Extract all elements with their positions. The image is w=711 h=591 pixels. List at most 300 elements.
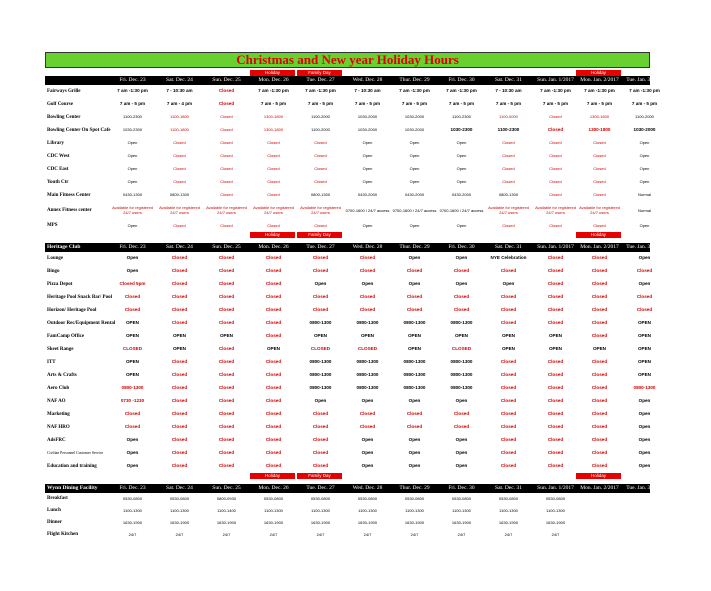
table-row [45, 493, 650, 505]
cell: Open [361, 398, 374, 404]
cell: 1100-2300 [497, 127, 520, 133]
cell: Open [361, 463, 374, 469]
cell: 24/7 [316, 531, 325, 537]
cell: Closed [593, 222, 606, 228]
cell: Open [455, 398, 468, 404]
cell: Closed [359, 411, 376, 417]
cell: Open [456, 166, 467, 172]
table-row [45, 265, 653, 278]
cell: Closed [547, 320, 564, 326]
cell: OPEN [360, 333, 375, 339]
cell: Closed [591, 320, 608, 326]
row-label: Horizon/ Heritage Pool [47, 307, 97, 313]
cell: 24/7 [128, 531, 137, 537]
cell: 1100-1300 [358, 507, 377, 513]
cell: Closed [547, 385, 564, 391]
cell: Open [126, 268, 139, 274]
cell: 0800-1300 [356, 385, 379, 391]
cell: Open [638, 398, 651, 404]
cell: Closed [265, 372, 282, 378]
cell: Open [638, 255, 651, 261]
cell: Closed [547, 281, 564, 287]
cell: OPEN [637, 372, 652, 378]
cell: 1030-2300 [450, 127, 473, 133]
cell: Open [408, 463, 421, 469]
cell: OPEN [548, 346, 563, 352]
cell: 0800-1300 [356, 320, 379, 326]
row-label: Flight Kitchen [47, 532, 78, 538]
page-title: Christmas and New year Holiday Hours [45, 52, 650, 68]
cell: OPEN [501, 346, 516, 352]
cell: Closed [500, 411, 517, 417]
cell: Closed [359, 294, 376, 300]
cell: Closed [502, 153, 515, 159]
cell: Closed [314, 179, 327, 185]
cell: Closed [453, 294, 470, 300]
cell: 1630-1900 [404, 519, 425, 525]
cell [576, 505, 623, 517]
row-label: Dinner [47, 520, 62, 526]
row-label: Arts & Crafts [47, 372, 77, 378]
row-label: Marketing [47, 411, 70, 417]
cell: Closed [502, 179, 515, 185]
cell: 1100-1300 [123, 507, 142, 513]
day-header: Thur. Dec. 29 [399, 77, 430, 83]
cell: Closed [220, 140, 233, 146]
table-row [45, 529, 650, 541]
cell: 1030-2000 [404, 114, 425, 120]
cell: Open [455, 437, 468, 443]
cell: Closed [265, 294, 282, 300]
cell [576, 493, 623, 505]
cell: Closed [502, 222, 515, 228]
holiday-tag: Holiday [576, 70, 621, 76]
cell: 0800-1300 [309, 385, 332, 391]
cell: OPEN [407, 333, 422, 339]
cell: Open [127, 222, 138, 228]
cell: 7 am - 4 pm [166, 101, 193, 107]
cell: Available for registered 24/7 users [112, 205, 153, 215]
cell: Closed [500, 398, 517, 404]
cell: 0530-0800 [357, 495, 378, 501]
cell: 0800-1300 [310, 192, 331, 198]
cell: Closed [265, 424, 282, 430]
table-row [45, 202, 650, 220]
cell: 7 am -1:30 pm [629, 88, 660, 94]
cell: Open [456, 222, 467, 228]
cell: Closed [500, 385, 517, 391]
cell: OPEN [501, 333, 516, 339]
cell: Available for registered 24/7 users [300, 205, 341, 215]
cell: Closed [549, 222, 562, 228]
cell: OPEN [637, 359, 652, 365]
day-header: Wed. Dec. 28 [352, 485, 383, 491]
table-row [45, 252, 650, 265]
cell: 1030-2000 [404, 127, 425, 133]
cell: 7 am - 5 pm [119, 101, 146, 107]
cell: Closed [171, 398, 188, 404]
cell: 1100-2000 [311, 127, 330, 133]
cell: Available for registered 24/7 users [253, 205, 294, 215]
cell: Closed [173, 222, 186, 228]
cell: Closed [591, 463, 608, 469]
cell: Closed [171, 411, 188, 417]
cell: Closed [547, 437, 564, 443]
cell: 1300-1800 [263, 114, 284, 120]
cell: 0530-0800 [263, 495, 284, 501]
row-label: Bowling Center On Spot Cafe [47, 127, 111, 133]
cell: Open [456, 153, 467, 159]
cell: Closed [314, 166, 327, 172]
cell: 0800-1300 [121, 385, 144, 391]
cell: Open [361, 450, 374, 456]
cell: Closed [636, 307, 653, 313]
cell: Open [126, 463, 139, 469]
day-header: Mon. Jan. 2/2017 [580, 77, 619, 83]
cell: Closed [500, 359, 517, 365]
cell: 0530-0800 [498, 495, 519, 501]
cell: Closed [591, 333, 608, 339]
row-label: CDC East [47, 166, 69, 172]
day-header: Mon. Dec. 26 [258, 244, 289, 250]
cell: Open [639, 140, 650, 146]
cell: Closed [218, 372, 235, 378]
row-label: Bingo [47, 268, 60, 274]
row-label: Outdoor Rec/Equipment Rental [47, 320, 116, 326]
cell: Open [314, 281, 327, 287]
cell: Open [409, 222, 420, 228]
cell: Closed [547, 450, 564, 456]
day-header: Tue. Dec. 27 [306, 485, 335, 491]
cell: Open [362, 179, 373, 185]
cell: Closed [547, 411, 564, 417]
cell: Closed [591, 359, 608, 365]
cell: 1630-1900 [451, 519, 472, 525]
day-header: Tue. Dec. 27 [306, 77, 335, 83]
cell: Closed [453, 424, 470, 430]
cell: Closed [218, 359, 235, 365]
cell: Open [362, 140, 373, 146]
cell: Closed [220, 166, 233, 172]
cell: Closed [547, 255, 564, 261]
cell: 0800-1300 [498, 192, 519, 198]
table-row [45, 356, 650, 369]
cell: 1100-1300 [311, 507, 330, 513]
cell: Closed [314, 222, 327, 228]
cell: Closed [220, 127, 233, 133]
row-label: Golf Course [47, 101, 73, 107]
cell: Open [455, 463, 468, 469]
cell: Open [126, 437, 139, 443]
cell: 1300-1800 [263, 127, 284, 133]
cell: 0800-1300 [169, 192, 190, 198]
day-header-row [45, 243, 663, 252]
cell: Open [455, 281, 468, 287]
cell: 0800-1300 [309, 359, 332, 365]
cell: Open [408, 398, 421, 404]
holiday-tag: Holiday [250, 232, 295, 238]
cell: Open [639, 222, 650, 228]
cell: Open [361, 437, 374, 443]
table-row [45, 278, 650, 291]
day-header: Tue. Dec. 27 [306, 244, 335, 250]
cell: OPEN [125, 372, 140, 378]
cell: Closed [173, 179, 186, 185]
cell: Closed [591, 372, 608, 378]
cell: 7 am - 5 pm [448, 101, 475, 107]
cell: 0800-1300 [450, 320, 473, 326]
row-label: FamCamp Office [47, 333, 85, 339]
cell: 7 am -1:30 pm [305, 88, 336, 94]
cell: 1030-2000 [357, 114, 378, 120]
table-row [45, 517, 650, 529]
cell: Open [362, 153, 373, 159]
cell: 1030-2000 [633, 127, 656, 133]
cell [621, 493, 668, 505]
table-row [45, 137, 650, 150]
table-row [45, 85, 660, 98]
day-header: Tue. Jan. 3/2017 [626, 244, 663, 250]
cell: 0800-1300 [633, 385, 656, 391]
cell: Closed [218, 281, 235, 287]
cell: Open [127, 179, 138, 185]
cell: 0800-1300 [403, 320, 426, 326]
cell: 0800-1300 [309, 372, 332, 378]
cell: Closed [171, 385, 188, 391]
cell: OPEN [125, 333, 140, 339]
cell: Closed [312, 307, 329, 313]
cell: Closed [359, 307, 376, 313]
cell: 1100-1400 [217, 507, 236, 513]
cell: Closed [171, 437, 188, 443]
cell: Closed [591, 437, 608, 443]
cell: Closed [265, 359, 282, 365]
cell: Closed [406, 424, 423, 430]
cell: Closed 5pm [119, 281, 146, 287]
cell: Closed [547, 424, 564, 430]
cell [621, 517, 668, 529]
cell: Closed [593, 166, 606, 172]
table-row [45, 189, 650, 202]
cell: Closed [312, 255, 329, 261]
cell: OPEN [548, 333, 563, 339]
day-header: Mon. Jan. 2/2017 [580, 485, 619, 491]
day-header: Sun. Dec. 25 [212, 77, 241, 83]
cell: Closed [591, 385, 608, 391]
cell: Closed [218, 255, 235, 261]
cell: OPEN [125, 320, 140, 326]
row-label: Youth Ctr [47, 179, 69, 185]
cell: Closed [171, 372, 188, 378]
cell: Closed [547, 463, 564, 469]
cell: Closed [547, 127, 564, 133]
cell: CLOSED [310, 346, 331, 352]
cell: Open [639, 153, 650, 159]
cell: 7 - 10:30 am [354, 88, 381, 94]
cell: 0430-2000 [357, 192, 378, 198]
cell: 0700-1600 / 24/7 access [345, 207, 390, 213]
cell: Closed [500, 437, 517, 443]
cell: Available for registered 24/7 users [206, 205, 247, 215]
day-header: Sat. Dec. 24 [166, 485, 193, 491]
cell: 24/7 [457, 531, 466, 537]
row-label: Skeet Range [47, 346, 74, 352]
day-header: Sun. Dec. 25 [212, 485, 241, 491]
day-header: Mon. Dec. 26 [258, 77, 289, 83]
cell: 1100-2300 [123, 114, 142, 120]
row-label: Main Fitness Center [47, 192, 91, 198]
table-row [45, 447, 650, 460]
cell: Closed [267, 179, 280, 185]
cell: Closed [265, 320, 282, 326]
cell: Open [362, 166, 373, 172]
cell: Closed [593, 192, 606, 198]
cell: Open [638, 450, 651, 456]
cell: Closed [502, 140, 515, 146]
day-header: Sun. Dec. 25 [212, 244, 241, 250]
cell: Closed [359, 268, 376, 274]
cell: Closed [312, 411, 329, 417]
cell: Closed [500, 268, 517, 274]
cell: 0800-1300 [356, 359, 379, 365]
cell: 1100-0000 [499, 114, 518, 120]
cell: 7 - 10:30 am [495, 88, 522, 94]
cell: Open [409, 153, 420, 159]
table-row [45, 317, 650, 330]
cell: 1100-1300 [546, 507, 565, 513]
cell: Closed [591, 281, 608, 287]
cell: Closed [547, 268, 564, 274]
cell: Closed [220, 222, 233, 228]
day-header: Sat. Dec. 31 [495, 244, 522, 250]
cell: Open [127, 140, 138, 146]
cell: 24/7 [363, 531, 372, 537]
cell: Closed [549, 140, 562, 146]
cell: Closed [591, 268, 608, 274]
cell: 0530-0800 [310, 495, 331, 501]
cell: 1030-2000 [357, 127, 378, 133]
cell: NYE Celebration [490, 255, 527, 261]
cell: Closed [220, 192, 233, 198]
holiday-band [45, 473, 650, 484]
row-label: Lounge [47, 255, 64, 261]
cell: 1630-1900 [310, 519, 331, 525]
cell: Open [361, 281, 374, 287]
cell [621, 529, 668, 541]
cell: 24/7 [410, 531, 419, 537]
cell: 7 am - 5 pm [586, 101, 613, 107]
day-header: Fri. Dec. 23 [119, 485, 146, 491]
cell: Closed [406, 294, 423, 300]
cell: Open [639, 179, 650, 185]
row-label: Pizza Depot [47, 281, 73, 287]
row-label: ITT [47, 359, 56, 365]
cell: Closed [591, 411, 608, 417]
cell: Open [409, 140, 420, 146]
cell: Closed [171, 307, 188, 313]
cell: CLOSED [357, 346, 378, 352]
day-header: Mon. Jan. 2/2017 [580, 244, 619, 250]
cell: 7 am - 5 pm [260, 101, 287, 107]
cell: 1100-1300 [499, 507, 518, 513]
cell: Closed [547, 372, 564, 378]
cell: Closed [265, 333, 282, 339]
cell: Closed [171, 320, 188, 326]
cell: Closed [314, 153, 327, 159]
day-header: Tue. Jan. 3/2017 [626, 77, 663, 83]
cell: Closed [265, 463, 282, 469]
cell: Closed [547, 307, 564, 313]
cell: Closed [265, 398, 282, 404]
cell: Open [638, 424, 651, 430]
cell: Closed [591, 450, 608, 456]
cell: Open [126, 450, 139, 456]
cell: Closed [171, 268, 188, 274]
cell: 0530-0800 [404, 495, 425, 501]
table-row [45, 124, 656, 137]
cell: Open [127, 153, 138, 159]
row-label: Education and training [47, 463, 97, 469]
cell: 1300-1800 [589, 114, 610, 120]
cell: 0800-1300 [356, 372, 379, 378]
cell: Closed [265, 255, 282, 261]
day-header: Sat. Dec. 24 [166, 77, 193, 83]
cell: 0530-0800 [451, 495, 472, 501]
cell: OPEN [172, 333, 187, 339]
cell: 7 am - 5 pm [631, 101, 658, 107]
holiday-tag: Family Day [297, 473, 342, 479]
cell: 0800-1300 [450, 372, 473, 378]
cell: 0800-1300 [450, 385, 473, 391]
cell: Closed [312, 463, 329, 469]
cell: Open [502, 281, 515, 287]
row-label: Aero Club [47, 385, 70, 391]
cell: Closed [500, 294, 517, 300]
cell: Closed [171, 281, 188, 287]
row-label: MPS [47, 223, 58, 229]
cell: Open [455, 450, 468, 456]
cell: Closed [591, 255, 608, 261]
cell: 0700-1600 / 24/7 access [439, 207, 484, 213]
table-row [45, 395, 650, 408]
table-row [45, 163, 650, 176]
cell: 0800-0930 [216, 495, 237, 501]
day-header: Sat. Dec. 24 [166, 244, 193, 250]
cell: 1630-1900 [498, 519, 519, 525]
cell: Closed [314, 140, 327, 146]
cell: Closed [265, 268, 282, 274]
cell: Closed [267, 153, 280, 159]
cell: Closed [220, 153, 233, 159]
cell: Available for registered 24/7 users [535, 205, 576, 215]
row-label: Heritage Pool Snack Bar/ Pool [47, 294, 112, 300]
cell: 7 - 10:30 am [166, 88, 193, 94]
cell: Closed [549, 153, 562, 159]
cell: Available for registered 24/7 users [579, 205, 620, 215]
cell: Closed [547, 398, 564, 404]
cell: Closed [406, 411, 423, 417]
cell: 0800-1300 [403, 359, 426, 365]
cell: 7 am -1:30 pm [584, 88, 615, 94]
table-row [45, 98, 658, 111]
day-header: Sat. Dec. 31 [495, 485, 522, 491]
cell: Closed [218, 398, 235, 404]
cell: Open [314, 398, 327, 404]
cell: Open [638, 411, 651, 417]
cell: 1100-1300 [170, 507, 189, 513]
cell: Closed [267, 140, 280, 146]
cell: 1300-1800 [588, 127, 611, 133]
